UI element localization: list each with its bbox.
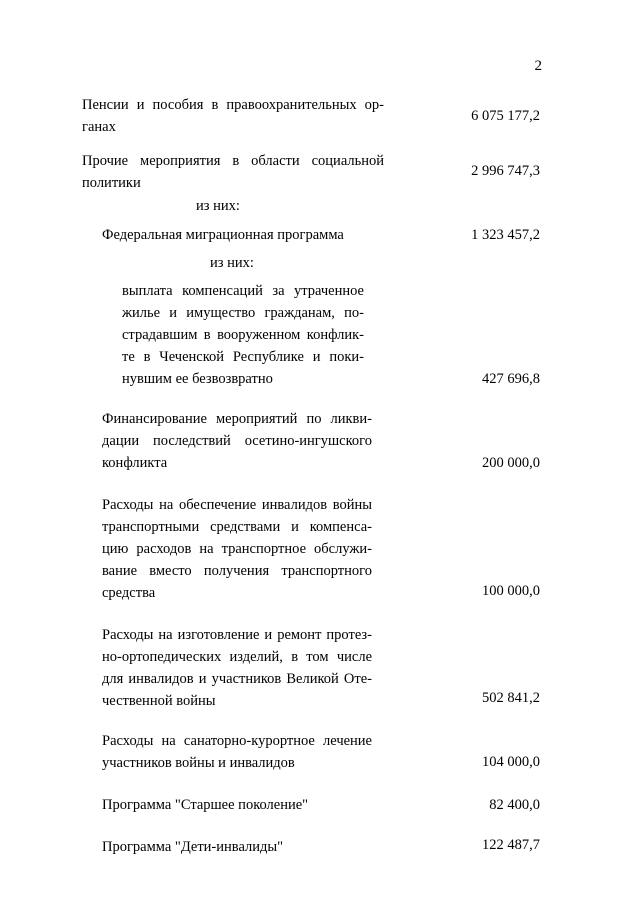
item-value: 502 841,2 [482,690,540,706]
item-value: 104 000,0 [482,754,540,770]
item-text-line: нувшим ее безвозвратно [122,371,273,387]
item-text-line: Программа "Дети-инвалиды" [102,839,284,855]
item-value: 200 000,0 [482,455,540,471]
item-older-generation-program [102,794,372,816]
item-value: 2 996 747,3 [471,163,540,179]
item-text-line: жилье и имущество гражданам, по- [122,305,364,321]
item-text-line: цию расходов на транспортное обслужи- [102,541,372,557]
item-pensions-law-enforcement [82,94,384,138]
item-text-line: страдавшим в вооруженном конфлик- [122,327,364,343]
item-text-line: дации последствий осетино-ингушского [102,433,372,449]
item-text-line: вание вместо получения транспортного [102,563,372,579]
item-text-line: политики [82,175,141,191]
item-value: 100 000,0 [482,583,540,599]
item-text-line: выплата компенсаций за утраченное [122,283,364,299]
item-value: 427 696,8 [482,371,540,387]
item-prosthetics [102,624,372,712]
item-text-line: средства [102,585,156,601]
item-text-line: транспортными средствами и компенса- [102,519,372,535]
item-value: 122 487,7 [482,837,540,853]
item-compensation-chechnya [122,280,364,390]
subitems-caption: из них: [196,198,240,214]
item-text-line: Расходы на обеспечение инвалидов войны [102,497,372,513]
item-text-line: для инвалидов и участников Великой Оте- [102,671,372,687]
item-text-line: Финансирование мероприятий по ликви- [102,411,372,427]
item-value: 1 323 457,2 [471,227,540,243]
item-text-line: те в Чеченской Республике и поки- [122,349,364,365]
item-text-line: участников войны и инвалидов [102,755,295,771]
item-text-line: Пенсии и пособия в правоохранительных ор- [82,97,384,113]
item-text-line: Федеральная миграционная программа [102,227,344,243]
item-sanatorium-treatment [102,730,372,774]
item-war-invalids-transport [102,494,372,604]
item-text-line: Расходы на санаторно-курортное лечение [102,733,372,749]
item-text-line: Прочие мероприятия в области социальной [82,153,384,169]
item-text-line: ганах [82,119,116,135]
subitems-caption: из них: [210,255,254,271]
item-federal-migration-program [102,224,372,246]
item-text-line: чественной войны [102,693,216,709]
item-value: 6 075 177,2 [471,108,540,124]
item-other-social-policy [82,150,384,194]
item-text-line: конфликта [102,455,168,471]
item-value: 82 400,0 [489,797,540,813]
item-text-line: Расходы на изготовление и ремонт протез- [102,627,372,643]
item-text-line: Программа "Старшее поколение" [102,797,309,813]
item-ossetian-ingush-conflict [102,408,372,474]
page-number: 2 [534,58,542,74]
item-text-line: но-ортопедических изделий, в том числе [102,649,372,665]
item-disabled-children-program [102,836,372,858]
